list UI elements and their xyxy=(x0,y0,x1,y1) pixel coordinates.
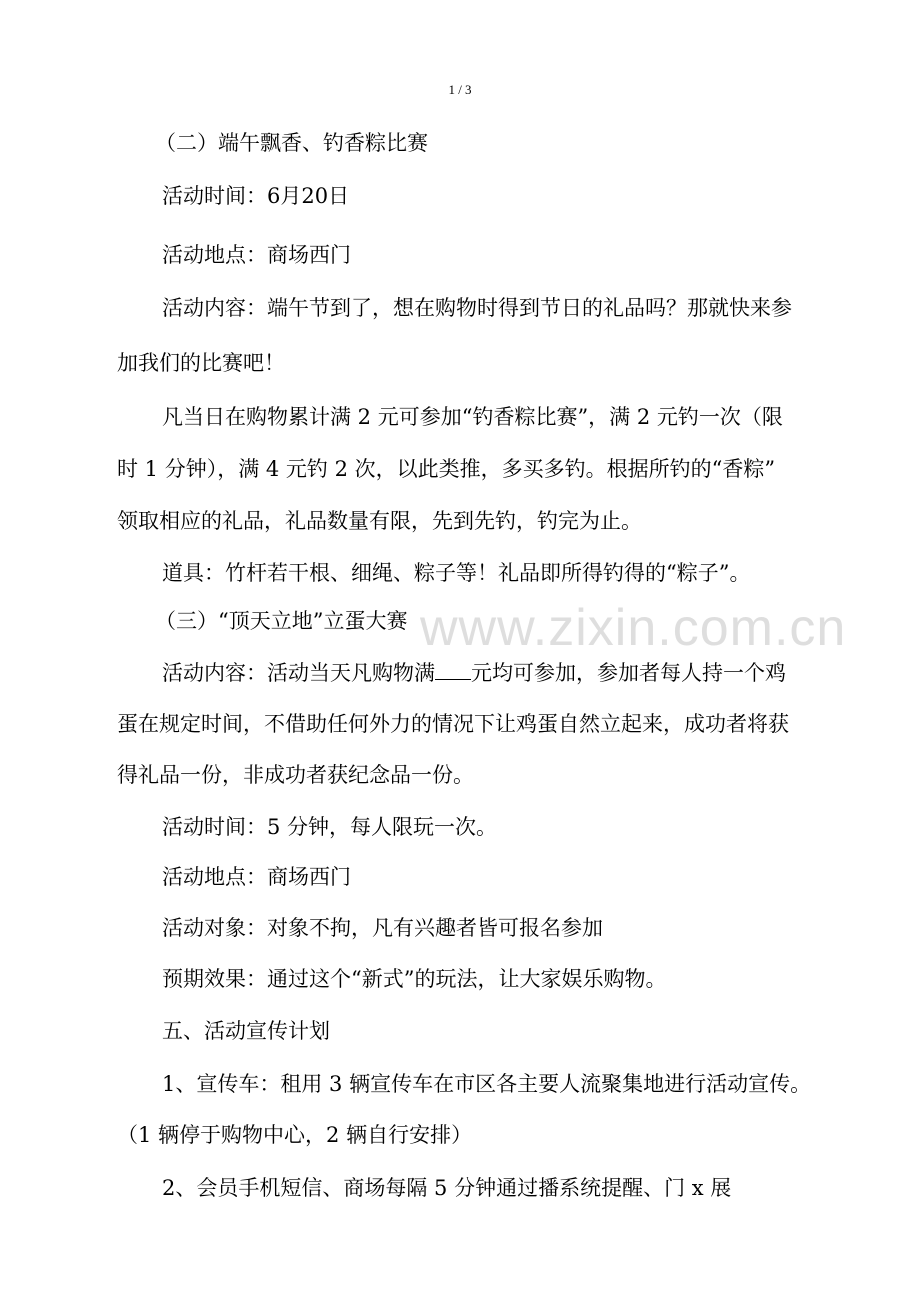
section-heading-2: （二）端午飘香、钓香粽比赛 xyxy=(155,131,428,155)
paragraph-line: 领取相应的礼品，礼品数量有限，先到先钓，钓完为止。 xyxy=(117,509,642,533)
paragraph-line: （1 辆停于购物中心，2 辆自行安排） xyxy=(117,1123,473,1147)
section-heading-5: 五、活动宣传计划 xyxy=(162,1019,330,1043)
paragraph-line: 活动对象：对象不拘，凡有兴趣者皆可报名参加 xyxy=(162,916,603,940)
paragraph-line: 2、会员手机短信、商场每隔 5 分钟通过播系统提醒、门 x 展 xyxy=(162,1176,732,1200)
line-part-after-blank: 元均可参加，参加者每人持一个鸡 xyxy=(471,661,786,685)
paragraph-line-with-blank xyxy=(162,658,786,688)
page-number: 1 / 3 xyxy=(448,82,472,97)
paragraph-line: 预期效果：通过这个“新式”的玩法，让大家娱乐购物。 xyxy=(162,967,667,991)
paragraph-line: 凡当日在购物累计满 2 元可参加“钓香粽比赛”，满 2 元钓一次（限 xyxy=(162,405,783,429)
paragraph-line: 道具：竹杆若干根、细绳、粽子等！礼品即所得钓得的“粽子”。 xyxy=(162,561,751,585)
paragraph-line: 活动地点：商场西门 xyxy=(162,865,351,889)
paragraph-line: 加我们的比赛吧！ xyxy=(117,351,285,375)
paragraph-line: 活动地点：商场西门 xyxy=(162,243,351,267)
paragraph-line: 蛋在规定时间，不借助任何外力的情况下让鸡蛋自然立起来，成功者将获 xyxy=(117,712,789,736)
section-heading-3: （三）“顶天立地”立蛋大赛 xyxy=(155,609,408,633)
paragraph-line: 活动内容：端午节到了，想在购物时得到节日的礼品吗？那就快来参 xyxy=(162,296,792,320)
paragraph-line: 活动时间：6月20日 xyxy=(162,184,350,208)
paragraph-line: 得礼品一份，非成功者获纪念品一份。 xyxy=(117,763,474,787)
paragraph-line: 1、宣传车：租用 3 辆宣传车在市区各主要人流聚集地进行活动宣传。 xyxy=(162,1072,812,1096)
paragraph-line: 时 1 分钟），满 4 元钓 2 次，以此类推，多买多钓。根据所钓的“香粽” xyxy=(117,457,776,481)
watermark: www.zixin.com.cn xyxy=(420,599,847,657)
paragraph-line: 活动时间：5 分钟，每人限玩一次。 xyxy=(162,815,498,839)
fill-in-blank xyxy=(435,659,471,680)
line-part-before-blank: 活动内容：活动当天凡购物满 xyxy=(162,661,435,685)
